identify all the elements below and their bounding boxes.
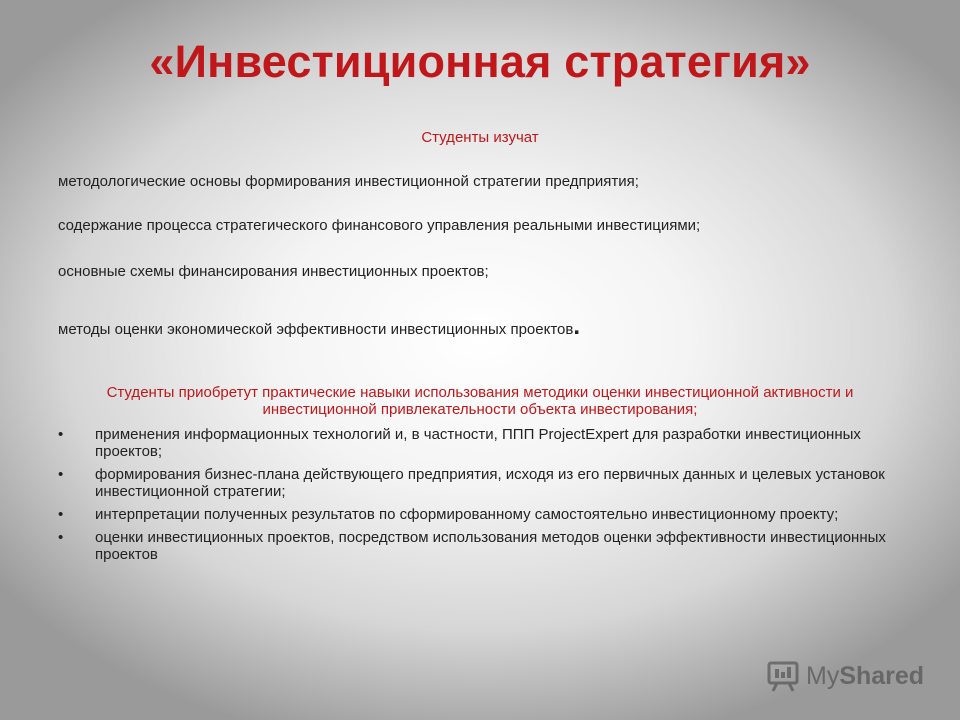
learn-item-text: основные схемы финансирования инвестиционных проектов; xyxy=(58,263,489,280)
learn-item xyxy=(58,262,918,282)
list-item xyxy=(58,426,888,460)
bullet-icon: • xyxy=(58,529,64,546)
learn-item xyxy=(58,216,918,236)
presentation-board-icon xyxy=(766,659,800,693)
watermark-brand-prefix: My xyxy=(806,662,840,690)
students-learn-heading: Студенты изучат xyxy=(421,129,539,146)
learn-item-period: . xyxy=(573,313,581,340)
learn-item xyxy=(58,313,918,340)
bullet-icon: • xyxy=(58,506,64,523)
learn-item-text: методы оценки экономической эффективности инвестиционных проектов xyxy=(58,321,574,338)
bullet-icon: • xyxy=(58,426,64,443)
list-item-text: применения информационных технологий и, в частности, ППП ProjectExpert для разработки инвестиционных проектов; xyxy=(95,426,861,460)
list-item xyxy=(58,466,888,500)
learn-item-text: содержание процесса стратегического финансового управления реальными инвестициями; xyxy=(58,217,701,234)
list-item-text: оценки инвестиционных проектов, посредством использования методов оценки эффективности инвестиционных проектов xyxy=(95,529,886,563)
watermark-brand xyxy=(806,661,924,691)
bullet-icon: • xyxy=(58,466,64,483)
watermark-brand-suffix: Shared xyxy=(839,662,925,690)
learn-item-text: методологические основы формирования инвестиционной стратегии предприятия; xyxy=(58,173,639,190)
list-item-text: формирования бизнес-плана действующего предприятия, исходя из его первичных данных и целевых установок инвестиционной стратегии; xyxy=(95,466,885,500)
slide-title: «Инвестиционная стратегия» xyxy=(149,36,811,87)
list-item xyxy=(58,506,888,523)
list-item-text: интерпретации полученных результатов по сформированному самостоятельно инвестиционному проекту; xyxy=(95,506,839,523)
list-item xyxy=(58,529,888,563)
learn-item xyxy=(58,172,918,192)
myshared-watermark xyxy=(766,656,926,696)
practice-skills-heading: Студенты приобретут практические навыки использования методики оценки инвестиционной активности и инвестиционной привлекательности объекта инвестирования; xyxy=(106,384,854,418)
practice-bullet-list xyxy=(58,426,888,569)
